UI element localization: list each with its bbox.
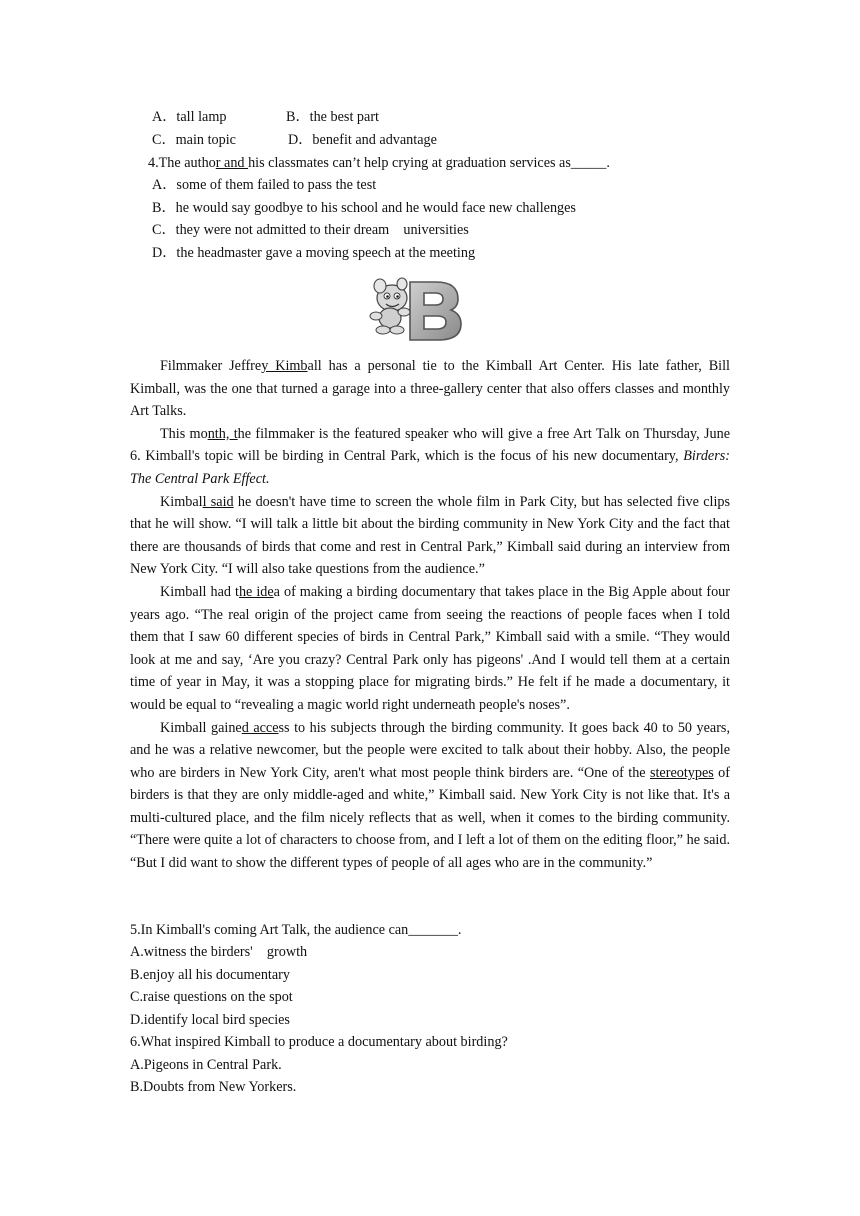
passage-paragraph-5: Kimball gained access to his subjects through the birding community. It goes back 40 to 50 years, and he was a relative newcomer, but the people were excited to talk about their hobby. Also, the people who are birders in New York City, aren't what most people think birders are. “One of the stereotypes of birders is that they are only middle-aged and white,” Kimball said. New York City is not like that. It's a multi-cultured place, and the film nicely reflects that as well, when it comes to the birding community. “There were quite a lot of characters to choose from, and I left a lot of them on the editing floor,” he said. “But I did want to show the different types of people of all ages who are in the community.” <box>130 719 730 872</box>
q3-option-d: D．benefit and advantage <box>288 132 437 148</box>
q6-option-a: A.Pigeons in Central Park. <box>130 1057 282 1073</box>
q5-option-d: D.identify local bird species <box>130 1012 290 1028</box>
q4-option-b: B．he would say goodbye to his school and he would face new challenges <box>152 200 576 216</box>
q5-stem: 5.In Kimball's coming Art Talk, the audience can_______. <box>130 922 462 938</box>
passage-paragraph-2: This month, the filmmaker is the featured speaker who will give a free Art Talk on Thursday, June 6. Kimball's topic will be birding in Central Park, which is the focus of his new documentary, Birders: The Central Park Effect. <box>130 425 730 487</box>
q5-option-b: B.enjoy all his documentary <box>130 967 290 983</box>
section-b-logo <box>366 272 462 342</box>
q4-stem: 4.The author and his classmates can’t help crying at graduation services as_____. <box>148 155 610 171</box>
q5-option-a: A.witness the birders' growth <box>130 944 308 960</box>
q3-option-a: A．tall lamp <box>152 109 227 125</box>
q4-option-c: C．they were not admitted to their dream universities <box>152 222 469 238</box>
q3-option-c: C．main topic <box>152 132 236 148</box>
passage-paragraph-1: Filmmaker Jeffrey Kimball has a personal tie to the Kimball Art Center. His late father, Bill Kimball, was the one that turned a garage into a three-gallery center that also offers classes and monthly Art Talks. <box>130 358 730 420</box>
cartoon-letter-b-icon <box>366 272 462 342</box>
q6-stem: 6.What inspired Kimball to produce a documentary about birding? <box>130 1034 508 1050</box>
passage-paragraph-3: Kimball said he doesn't have time to screen the whole film in Park City, but has selected five clips that he will show. “I will talk a little bit about the birding community in New York City and the fact that there are thousands of birds that come and rest in Central Park,” Kimball said during an interview from New York City. “I will also take questions from the audience.” <box>130 493 730 578</box>
q5-option-c: C.raise questions on the spot <box>130 989 293 1005</box>
q4-option-d: D．the headmaster gave a moving speech at the meeting <box>152 245 476 261</box>
q3-option-b: B．the best part <box>286 109 379 125</box>
q6-option-b: B.Doubts from New Yorkers. <box>130 1079 297 1095</box>
q4-option-a: A．some of them failed to pass the test <box>152 177 377 193</box>
logo-letter: B <box>432 320 433 321</box>
passage-body <box>130 355 730 875</box>
passage-paragraph-4: Kimball had the idea of making a birding documentary that takes place in the Big Apple about four years ago. “The real origin of the project came from seeing the reactions of people faces when I told them that I saw 60 different species of birds in Central Park,” Kimball said with a smile. “They would look at me and say, ‘Are you crazy? Central Park only has pigeons' .And I would tell them at a certain time of year in May, it was a stopping place for migrating birds.” He felt if he made a documentary, it would be equal to “revealing a magic world right underneath people's noses”. <box>130 583 730 713</box>
